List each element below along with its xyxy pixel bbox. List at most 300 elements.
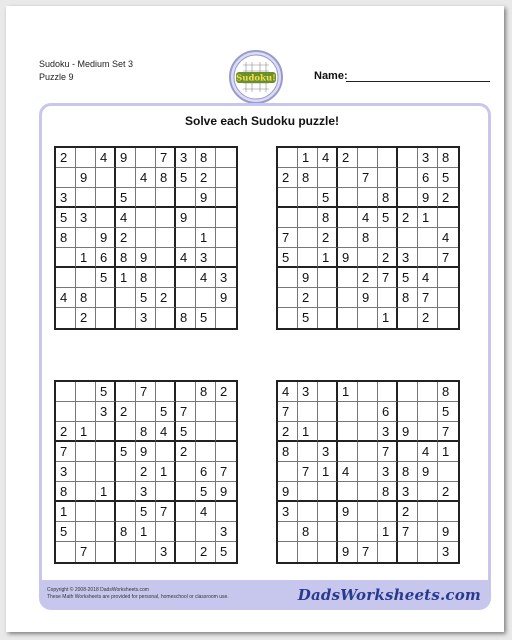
grid-cell — [196, 442, 216, 462]
grid-cell — [116, 462, 136, 482]
grid-cell: 8 — [156, 168, 176, 188]
grid-cell: 7 — [156, 502, 176, 522]
grid-cell: 2 — [56, 148, 76, 168]
grid-cell: 1 — [196, 228, 216, 248]
grid-cell: 8 — [398, 462, 418, 482]
grid-cell — [96, 442, 116, 462]
grid-cell: 9 — [358, 288, 378, 308]
grid-cell: 2 — [278, 168, 298, 188]
grid-cell: 7 — [418, 288, 438, 308]
grid-cell — [378, 542, 398, 562]
grid-cell: 3 — [96, 402, 116, 422]
grid-cell: 4 — [196, 502, 216, 522]
grid-cell — [96, 308, 116, 328]
grid-cell — [76, 268, 96, 288]
grid-cell: 9 — [298, 268, 318, 288]
grid-cell — [278, 188, 298, 208]
grid-cell — [298, 188, 318, 208]
grid-cell — [318, 522, 338, 542]
grid-cell: 2 — [278, 422, 298, 442]
grid-cell: 1 — [438, 442, 458, 462]
grid-cell: 4 — [156, 422, 176, 442]
grid-cell: 4 — [196, 268, 216, 288]
grid-cell — [398, 442, 418, 462]
grid-cell: 2 — [196, 542, 216, 562]
grid-cell — [136, 402, 156, 422]
grid-cell: 9 — [418, 188, 438, 208]
grid-cell — [136, 228, 156, 248]
grid-cell: 8 — [358, 228, 378, 248]
grid-cell: 4 — [318, 148, 338, 168]
grid-cell — [156, 228, 176, 248]
grid-cell: 8 — [136, 422, 156, 442]
grid-cell: 8 — [176, 308, 196, 328]
grid-cell: 2 — [136, 462, 156, 482]
sudoku-grid-4 — [276, 380, 460, 564]
grid-cell — [398, 542, 418, 562]
grid-cell: 7 — [136, 382, 156, 402]
grid-cell: 5 — [156, 402, 176, 422]
grid-cell: 4 — [418, 268, 438, 288]
grid-cell — [298, 442, 318, 462]
grid-cell: 8 — [136, 268, 156, 288]
grid-cell — [136, 188, 156, 208]
grid-cell: 2 — [318, 228, 338, 248]
grid-cell — [56, 382, 76, 402]
grid-cell: 5 — [196, 308, 216, 328]
sudoku-logo — [229, 50, 283, 104]
grid-cell — [176, 502, 196, 522]
grid-cell: 7 — [56, 442, 76, 462]
grid-cell: 2 — [418, 308, 438, 328]
grid-cell — [318, 268, 338, 288]
grid-cell: 6 — [96, 248, 116, 268]
grid-cell: 2 — [196, 168, 216, 188]
grid-cell: 5 — [278, 248, 298, 268]
grid-cell — [418, 248, 438, 268]
grid-cell: 3 — [56, 462, 76, 482]
grid-cell: 9 — [278, 482, 298, 502]
grid-cell — [56, 168, 76, 188]
grid-cell: 2 — [378, 248, 398, 268]
grid-cell — [116, 382, 136, 402]
grid-cell — [418, 522, 438, 542]
grid-cell: 7 — [438, 422, 458, 442]
grid-cell: 5 — [196, 482, 216, 502]
grid-cell: 1 — [318, 248, 338, 268]
grid-cell — [156, 208, 176, 228]
grid-cell — [298, 482, 318, 502]
grid-cell: 3 — [56, 188, 76, 208]
grid-cell: 5 — [116, 188, 136, 208]
grid-cell — [156, 308, 176, 328]
grid-cell: 1 — [116, 268, 136, 288]
grid-cell — [176, 288, 196, 308]
grid-cell: 9 — [176, 208, 196, 228]
copyright-text: Copyright © 2008-2018 DadsWorksheets.com — [47, 587, 149, 593]
grid-cell — [278, 308, 298, 328]
grid-cell: 5 — [56, 522, 76, 542]
grid-cell: 2 — [56, 422, 76, 442]
grid-cell — [438, 288, 458, 308]
grid-cell — [116, 308, 136, 328]
grid-cell — [56, 248, 76, 268]
grid-cell: 1 — [318, 462, 338, 482]
grid-cell — [318, 422, 338, 442]
grid-cell — [318, 482, 338, 502]
grid-cell: 8 — [298, 168, 318, 188]
grid-cell: 4 — [96, 148, 116, 168]
grid-cell: 2 — [338, 148, 358, 168]
grid-cell — [96, 522, 116, 542]
grid-cell — [418, 502, 438, 522]
grid-cell — [56, 308, 76, 328]
grid-cell: 8 — [116, 248, 136, 268]
grid-cell: 2 — [76, 308, 96, 328]
grid-cell — [338, 208, 358, 228]
grid-cell — [196, 422, 216, 442]
sudoku-grid-3 — [54, 380, 238, 564]
grid-cell — [358, 422, 378, 442]
grid-cell: 3 — [278, 502, 298, 522]
grid-cell: 7 — [298, 462, 318, 482]
grid-cell — [96, 462, 116, 482]
grid-cell: 3 — [378, 422, 398, 442]
grid-cell: 2 — [398, 502, 418, 522]
grid-cell: 8 — [378, 188, 398, 208]
grid-cell: 9 — [338, 502, 358, 522]
name-line — [346, 81, 490, 82]
grid-cell: 4 — [338, 462, 358, 482]
grid-cell — [438, 308, 458, 328]
grid-cell — [398, 168, 418, 188]
grid-cell: 7 — [398, 522, 418, 542]
grid-cell — [358, 522, 378, 542]
grid-cell — [176, 482, 196, 502]
grid-cell: 9 — [338, 542, 358, 562]
grid-cell: 5 — [116, 442, 136, 462]
grid-cell — [76, 502, 96, 522]
grid-cell: 9 — [216, 288, 236, 308]
grid-cell — [358, 382, 378, 402]
grid-cell — [156, 248, 176, 268]
grid-cell: 8 — [116, 522, 136, 542]
grid-cell — [438, 502, 458, 522]
grid-cell — [216, 188, 236, 208]
grid-cell — [338, 482, 358, 502]
grid-cell — [76, 148, 96, 168]
grid-cell — [298, 208, 318, 228]
grid-cell — [216, 442, 236, 462]
grid-cell — [156, 268, 176, 288]
grid-cell: 1 — [298, 148, 318, 168]
grid-cell — [76, 382, 96, 402]
worksheet-page — [6, 6, 504, 632]
grid-cell: 2 — [116, 228, 136, 248]
sudoku-grid-1 — [54, 146, 238, 330]
grid-cell: 8 — [56, 228, 76, 248]
grid-cell: 1 — [156, 462, 176, 482]
grid-cell — [358, 148, 378, 168]
sudoku-grid-2 — [276, 146, 460, 330]
grid-cell: 3 — [156, 542, 176, 562]
grid-cell — [338, 228, 358, 248]
grid-cell — [398, 188, 418, 208]
grid-cell: 2 — [358, 268, 378, 288]
grid-cell — [438, 208, 458, 228]
grid-cell: 1 — [378, 308, 398, 328]
grid-cell: 8 — [378, 482, 398, 502]
grid-cell — [216, 308, 236, 328]
header-info — [39, 58, 133, 84]
grid-cell — [398, 308, 418, 328]
grid-cell: 1 — [338, 382, 358, 402]
grid-cell: 8 — [438, 148, 458, 168]
grid-cell: 8 — [318, 208, 338, 228]
grid-cell — [378, 288, 398, 308]
grid-cell — [338, 442, 358, 462]
grid-cell: 8 — [196, 148, 216, 168]
grid-cell — [338, 522, 358, 542]
grid-cell: 5 — [378, 208, 398, 228]
grid-cell — [378, 228, 398, 248]
grid-cell: 9 — [76, 168, 96, 188]
grid-cell — [176, 542, 196, 562]
grid-cell — [76, 482, 96, 502]
grid-cell: 5 — [96, 382, 116, 402]
grid-cell: 9 — [418, 462, 438, 482]
grid-cell — [156, 442, 176, 462]
grid-cell: 5 — [96, 268, 116, 288]
grid-cell — [196, 288, 216, 308]
grid-cell — [196, 522, 216, 542]
grid-cell — [438, 268, 458, 288]
grid-cell: 3 — [216, 522, 236, 542]
grid-cell: 3 — [136, 482, 156, 502]
grid-cell: 7 — [378, 268, 398, 288]
grid-cell — [136, 208, 156, 228]
grid-cell: 8 — [56, 482, 76, 502]
grid-cell — [196, 402, 216, 422]
grid-cell: 8 — [278, 442, 298, 462]
grid-cell: 8 — [298, 522, 318, 542]
grid-cell — [298, 542, 318, 562]
grid-cell: 2 — [176, 442, 196, 462]
grid-cell: 5 — [176, 168, 196, 188]
grid-cell: 5 — [298, 308, 318, 328]
grid-cell: 3 — [76, 208, 96, 228]
grid-cell — [76, 442, 96, 462]
grid-cell: 9 — [216, 482, 236, 502]
grid-cell — [318, 542, 338, 562]
grid-cell: 1 — [76, 422, 96, 442]
grid-cell — [96, 542, 116, 562]
grid-cell — [278, 208, 298, 228]
grid-cell — [318, 402, 338, 422]
grid-cell — [358, 402, 378, 422]
grid-cell: 5 — [136, 502, 156, 522]
grid-cell — [216, 148, 236, 168]
grid-cell — [96, 168, 116, 188]
grid-cell: 4 — [176, 248, 196, 268]
grid-cell: 7 — [216, 462, 236, 482]
grid-cell: 4 — [56, 288, 76, 308]
grid-cell: 9 — [196, 188, 216, 208]
grid-cell: 3 — [136, 308, 156, 328]
grid-cell — [358, 188, 378, 208]
grid-cell: 7 — [358, 168, 378, 188]
grid-cell: 5 — [136, 288, 156, 308]
grid-cell: 4 — [278, 382, 298, 402]
grid-cell: 4 — [136, 168, 156, 188]
grid-cell: 4 — [358, 208, 378, 228]
grid-cell — [156, 188, 176, 208]
grid-cell: 2 — [156, 288, 176, 308]
grid-cell — [176, 228, 196, 248]
grid-cell — [338, 188, 358, 208]
grid-cell — [338, 308, 358, 328]
grid-cell: 3 — [298, 382, 318, 402]
grid-cell — [116, 502, 136, 522]
grid-cell — [76, 522, 96, 542]
grid-cell — [378, 168, 398, 188]
grid-cell — [318, 288, 338, 308]
grid-cell — [358, 308, 378, 328]
grid-cell — [56, 268, 76, 288]
grid-cell: 3 — [398, 482, 418, 502]
grid-cell — [56, 542, 76, 562]
grid-cell: 3 — [442, 544, 450, 559]
grid-cell: 2 — [298, 288, 318, 308]
grid-cell: 5 — [220, 544, 228, 559]
grid-cell — [358, 248, 378, 268]
grid-cell — [216, 422, 236, 442]
grid-cell: 3 — [418, 148, 438, 168]
grid-cell: 6 — [418, 168, 438, 188]
grid-cell: 1 — [298, 422, 318, 442]
grid-cell — [278, 288, 298, 308]
grid-cell: 3 — [176, 148, 196, 168]
grid-cell: 7 — [176, 402, 196, 422]
grid-cell: 3 — [398, 248, 418, 268]
grid-cell: 8 — [196, 382, 216, 402]
grid-cell: 9 — [96, 228, 116, 248]
grid-cell: 1 — [76, 248, 96, 268]
grid-cell: 5 — [176, 422, 196, 442]
grid-cell — [96, 422, 116, 442]
grid-cell — [76, 402, 96, 422]
instruction: Solve each Sudoku puzzle! — [184, 114, 340, 128]
grid-cell: 8 — [398, 288, 418, 308]
grid-cell — [398, 382, 418, 402]
grid-cell — [278, 462, 298, 482]
footer-copyright — [47, 587, 229, 601]
grid-cell: 9 — [438, 522, 458, 542]
grid-cell — [156, 382, 176, 402]
grid-cell: 3 — [216, 268, 236, 288]
grid-cell: 7 — [438, 248, 458, 268]
worksheet-title: Sudoku - Medium Set 3 — [39, 59, 134, 69]
grid-cell: 5 — [438, 168, 458, 188]
grid-cell — [56, 402, 76, 422]
grid-cell — [338, 422, 358, 442]
grid-cell — [358, 482, 378, 502]
grid-cell: 1 — [418, 208, 438, 228]
grid-cell: 2 — [438, 482, 458, 502]
grid-cell — [418, 402, 438, 422]
grid-cell: 8 — [76, 288, 96, 308]
grid-cell — [116, 482, 136, 502]
grid-cell — [378, 148, 398, 168]
grid-cell — [136, 148, 156, 168]
grid-cell — [76, 188, 96, 208]
grid-cell — [216, 208, 236, 228]
grid-cell — [196, 208, 216, 228]
grid-cell: 1 — [96, 482, 116, 502]
grid-cell: 5 — [318, 188, 338, 208]
grid-cell: 2 — [398, 208, 418, 228]
grid-cell — [216, 248, 236, 268]
grid-cell — [96, 502, 116, 522]
grid-cell — [338, 402, 358, 422]
grid-cell — [116, 422, 136, 442]
grid-cell — [156, 522, 176, 542]
grid-cell — [318, 382, 338, 402]
grid-cell: 7 — [278, 402, 298, 422]
grid-cell — [278, 268, 298, 288]
grid-cell: 1 — [56, 502, 76, 522]
grid-cell — [318, 502, 338, 522]
grid-cell: 5 — [438, 402, 458, 422]
grid-cell — [298, 228, 318, 248]
grid-cell: 4 — [418, 442, 438, 462]
grid-cell — [338, 168, 358, 188]
grid-cell: 2 — [438, 188, 458, 208]
grid-cell — [116, 288, 136, 308]
grid-cell: 2 — [216, 382, 236, 402]
grid-cell — [278, 148, 298, 168]
grid-cell: 4 — [438, 228, 458, 248]
grid-cell: 7 — [156, 148, 176, 168]
grid-cell — [418, 542, 438, 562]
grid-cell — [418, 382, 438, 402]
grid-cell — [418, 482, 438, 502]
grid-cell: 7 — [278, 228, 298, 248]
grid-cell — [278, 522, 298, 542]
usage-note: These Math Worksheets are provided for personal, homeschool or classroom use. — [47, 594, 229, 600]
grid-cell — [216, 502, 236, 522]
grid-cell — [216, 168, 236, 188]
brand-logo: DadsWorksheets.com — [297, 586, 481, 604]
grid-cell — [378, 382, 398, 402]
grid-cell — [378, 502, 398, 522]
grid-cell — [76, 462, 96, 482]
grid-cell — [176, 268, 196, 288]
grid-cell — [298, 502, 318, 522]
footer — [39, 580, 491, 610]
grid-cell — [338, 288, 358, 308]
grid-cell: 5 — [56, 208, 76, 228]
grid-cell — [96, 208, 116, 228]
grid-cell — [156, 482, 176, 502]
grid-cell: 9 — [398, 422, 418, 442]
grid-cell — [358, 502, 378, 522]
grid-cell — [278, 542, 298, 562]
svg-text:Sudoku!: Sudoku! — [236, 73, 276, 84]
grid-cell — [176, 188, 196, 208]
grid-cell: 7 — [378, 442, 398, 462]
grid-cell — [136, 542, 156, 562]
